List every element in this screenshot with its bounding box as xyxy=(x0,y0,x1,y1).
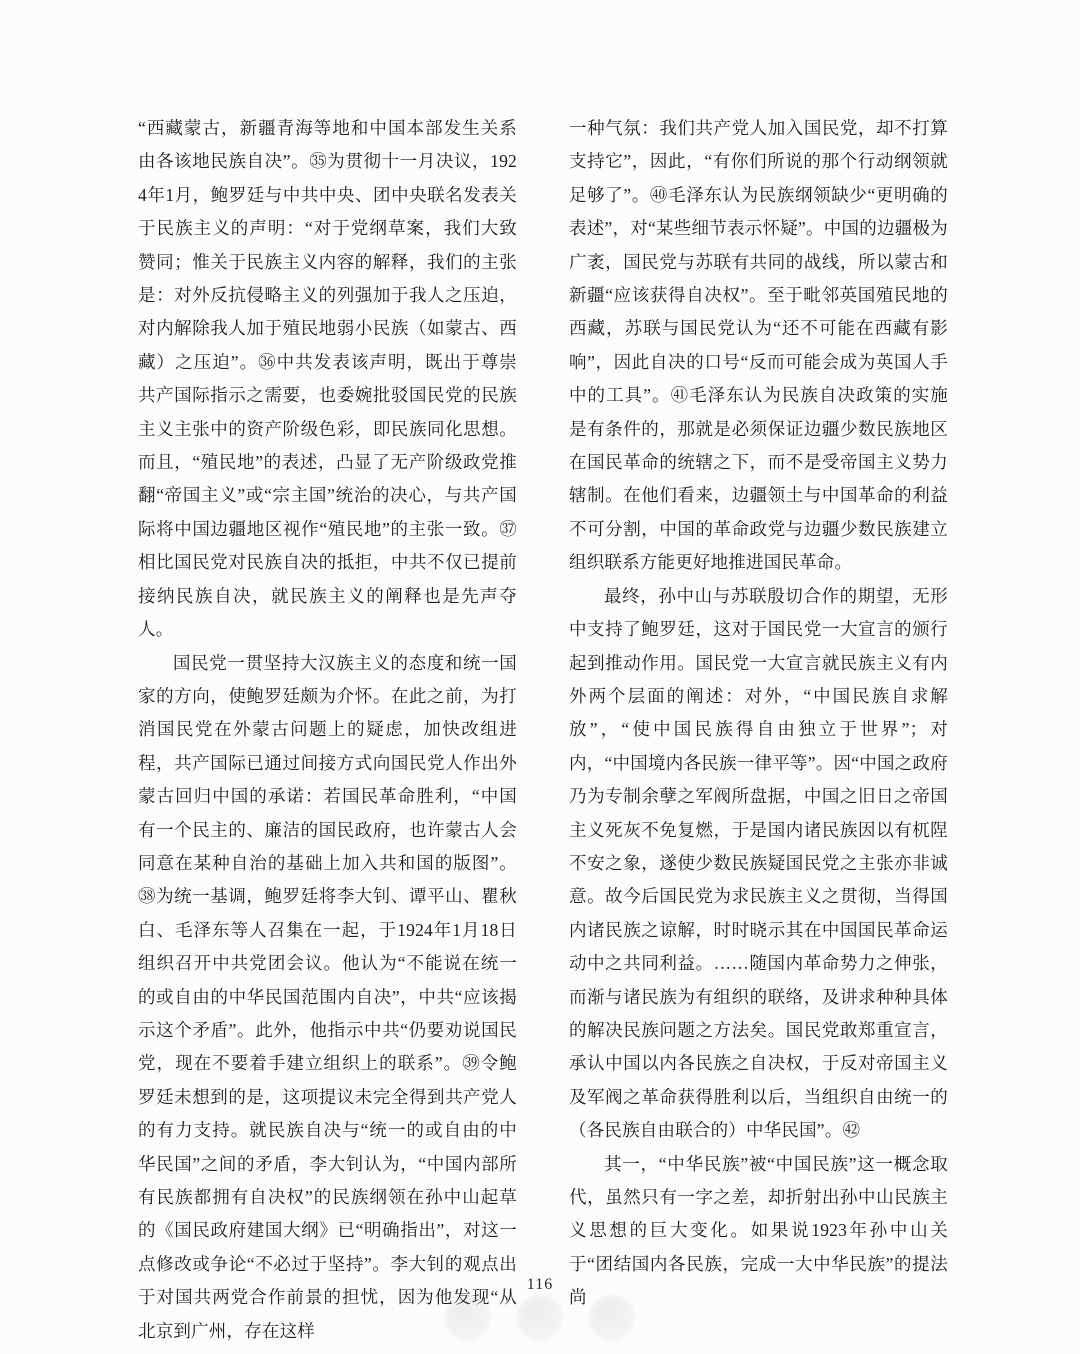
paragraph-continuation: “西藏蒙古，新疆青海等地和中国本部发生关系由各该地民族自决”。㉟为贯彻十一月决议，1924年1月，鲍罗廷与中共中央、团中央联名发表关于民族主义的声明：“对于党纲草案，我们大致赞同；惟关于民族主义内容的解释，我们的主张是：对外反抗侵略主义的列强加于我人之压迫，对内解除我人加于殖民地弱小民族（如蒙古、西藏）之压迫”。㊱中共发表该声明，既出于尊崇共产国际指示之需要，也委婉批驳国民党的民族主义主张中的资产阶级色彩，即民族同化思想。而且，“殖民地”的表述，凸显了无产阶级政党推翻“帝国主义”或“宗主国”统治的决心，与共产国际将中国边疆地区视作“殖民地”的主张一致。㊲相比国民党对民族自决的抵拒，中共不仅已提前接纳民族自决，就民族主义的阐释也是先声夺人。 xyxy=(138,118,517,640)
paragraph: 其一，“中华民族”被“中国民族”这一概念取代，虽然只有一字之差，却折射出孙中山民族主义思想的巨大变化。如果说1923年孙中山关于“团结国内各民族，完成一大中华民族”的提法尚 xyxy=(569,1153,948,1308)
paragraph-continuation: 一种气氛：我们共产党人加入国民党，却不打算支持它”，因此，“有你们所说的那个行动纲领就足够了”。㊵毛泽东认为民族纲领缺少“更明确的表述”，对“某些细节表示怀疑”。中国的边疆极为广袤，国民党与苏联有共同的战线，所以蒙古和新疆“应该获得自决权”。至于毗邻英国殖民地的西藏，苏联与国民党认为“还不可能在西藏有影响”，因此自决的口号“反而可能会成为英国人手中的工具”。㊶毛泽东认为民族自决政策的实施是有条件的，那就是必须保证边疆少数民族地区在国民革命的统辖之下，而不是受帝国主义势力辖制。在他们看来，边疆领土与中国革命的利益不可分割，中国的革命政党与边疆少数民族建立组织联系方能更好地推进国民革命。 xyxy=(569,118,948,573)
paragraph: 最终，孙中山与苏联殷切合作的期望，无形中支持了鲍罗廷，这对于国民党一大宣言的颁行起到推动作用。国民党一大宣言就民族主义有内外两个层面的阐述：对外，“中国民族自求解放”，“使中国民族得自由独立于世界”；对内，“中国境内各民族一律平等”。因“中国之政府乃为专制余孽之军阀所盘据，中国之旧日之帝国主义死灰不免复燃，于是国内诸民族因以有杌陧不安之象，遂使少数民族疑国民党之主张亦非诚意。故今后国民党为求民族主义之贯彻，当得国内诸民族之谅解，时时晓示其在中国国民革命运动中之共同利益。……随国内革命势力之伸张，而渐与诸民族为有组织的联络，及讲求种种具体的解决民族问题之方法矣。国民党敢郑重宣言，承认中国以内各民族之自决权，于反对帝国主义及军阀之革命获得胜利以后，当组织自由统一的（各民族自由联合的）中华民国”。㊷ xyxy=(569,585,948,1141)
right-column xyxy=(569,112,948,1348)
two-column-text-area xyxy=(138,112,948,1348)
left-column xyxy=(138,112,517,1348)
paragraph: 国民党一贯坚持大汉族主义的态度和统一国家的方向，使鲍罗廷颇为介怀。在此之前，为打消国民党在外蒙古问题上的疑虑，加快改组进程，共产国际已通过间接方式向国民党人作出外蒙古回归中国的承诺：若国民革命胜利，“中国有一个民主的、廉洁的国民政府，也许蒙古人会同意在某种自治的基础上加入共和国的版图”。㊳为统一基调，鲍罗廷将李大钊、谭平山、瞿秋白、毛泽东等人召集在一起，于1924年1月18日组织召开中共党团会议。他认为“不能说在统一的或自由的中华民国范围内自决”，中共“应该揭示这个矛盾”。此外，他指示中共“仍要劝说国民党，现在不要着手建立组织上的联系”。㊴令鲍罗廷未想到的是，这项提议未完全得到共产党人的有力支持。就民族自决与“统一的或自由的中华民国”之间的矛盾，李大钊认为，“中国内部所有民族都拥有自决权”的民族纲领在孙中山起草的《国民政府建国大纲》已“明确指出”，对这一点修改或争论“不必过于坚持”。李大钊的观点出于对国共两党合作前景的担忧，因为他发现“从北京到广州，存在这样 xyxy=(138,652,517,1341)
page-number: 116 xyxy=(526,1276,554,1293)
